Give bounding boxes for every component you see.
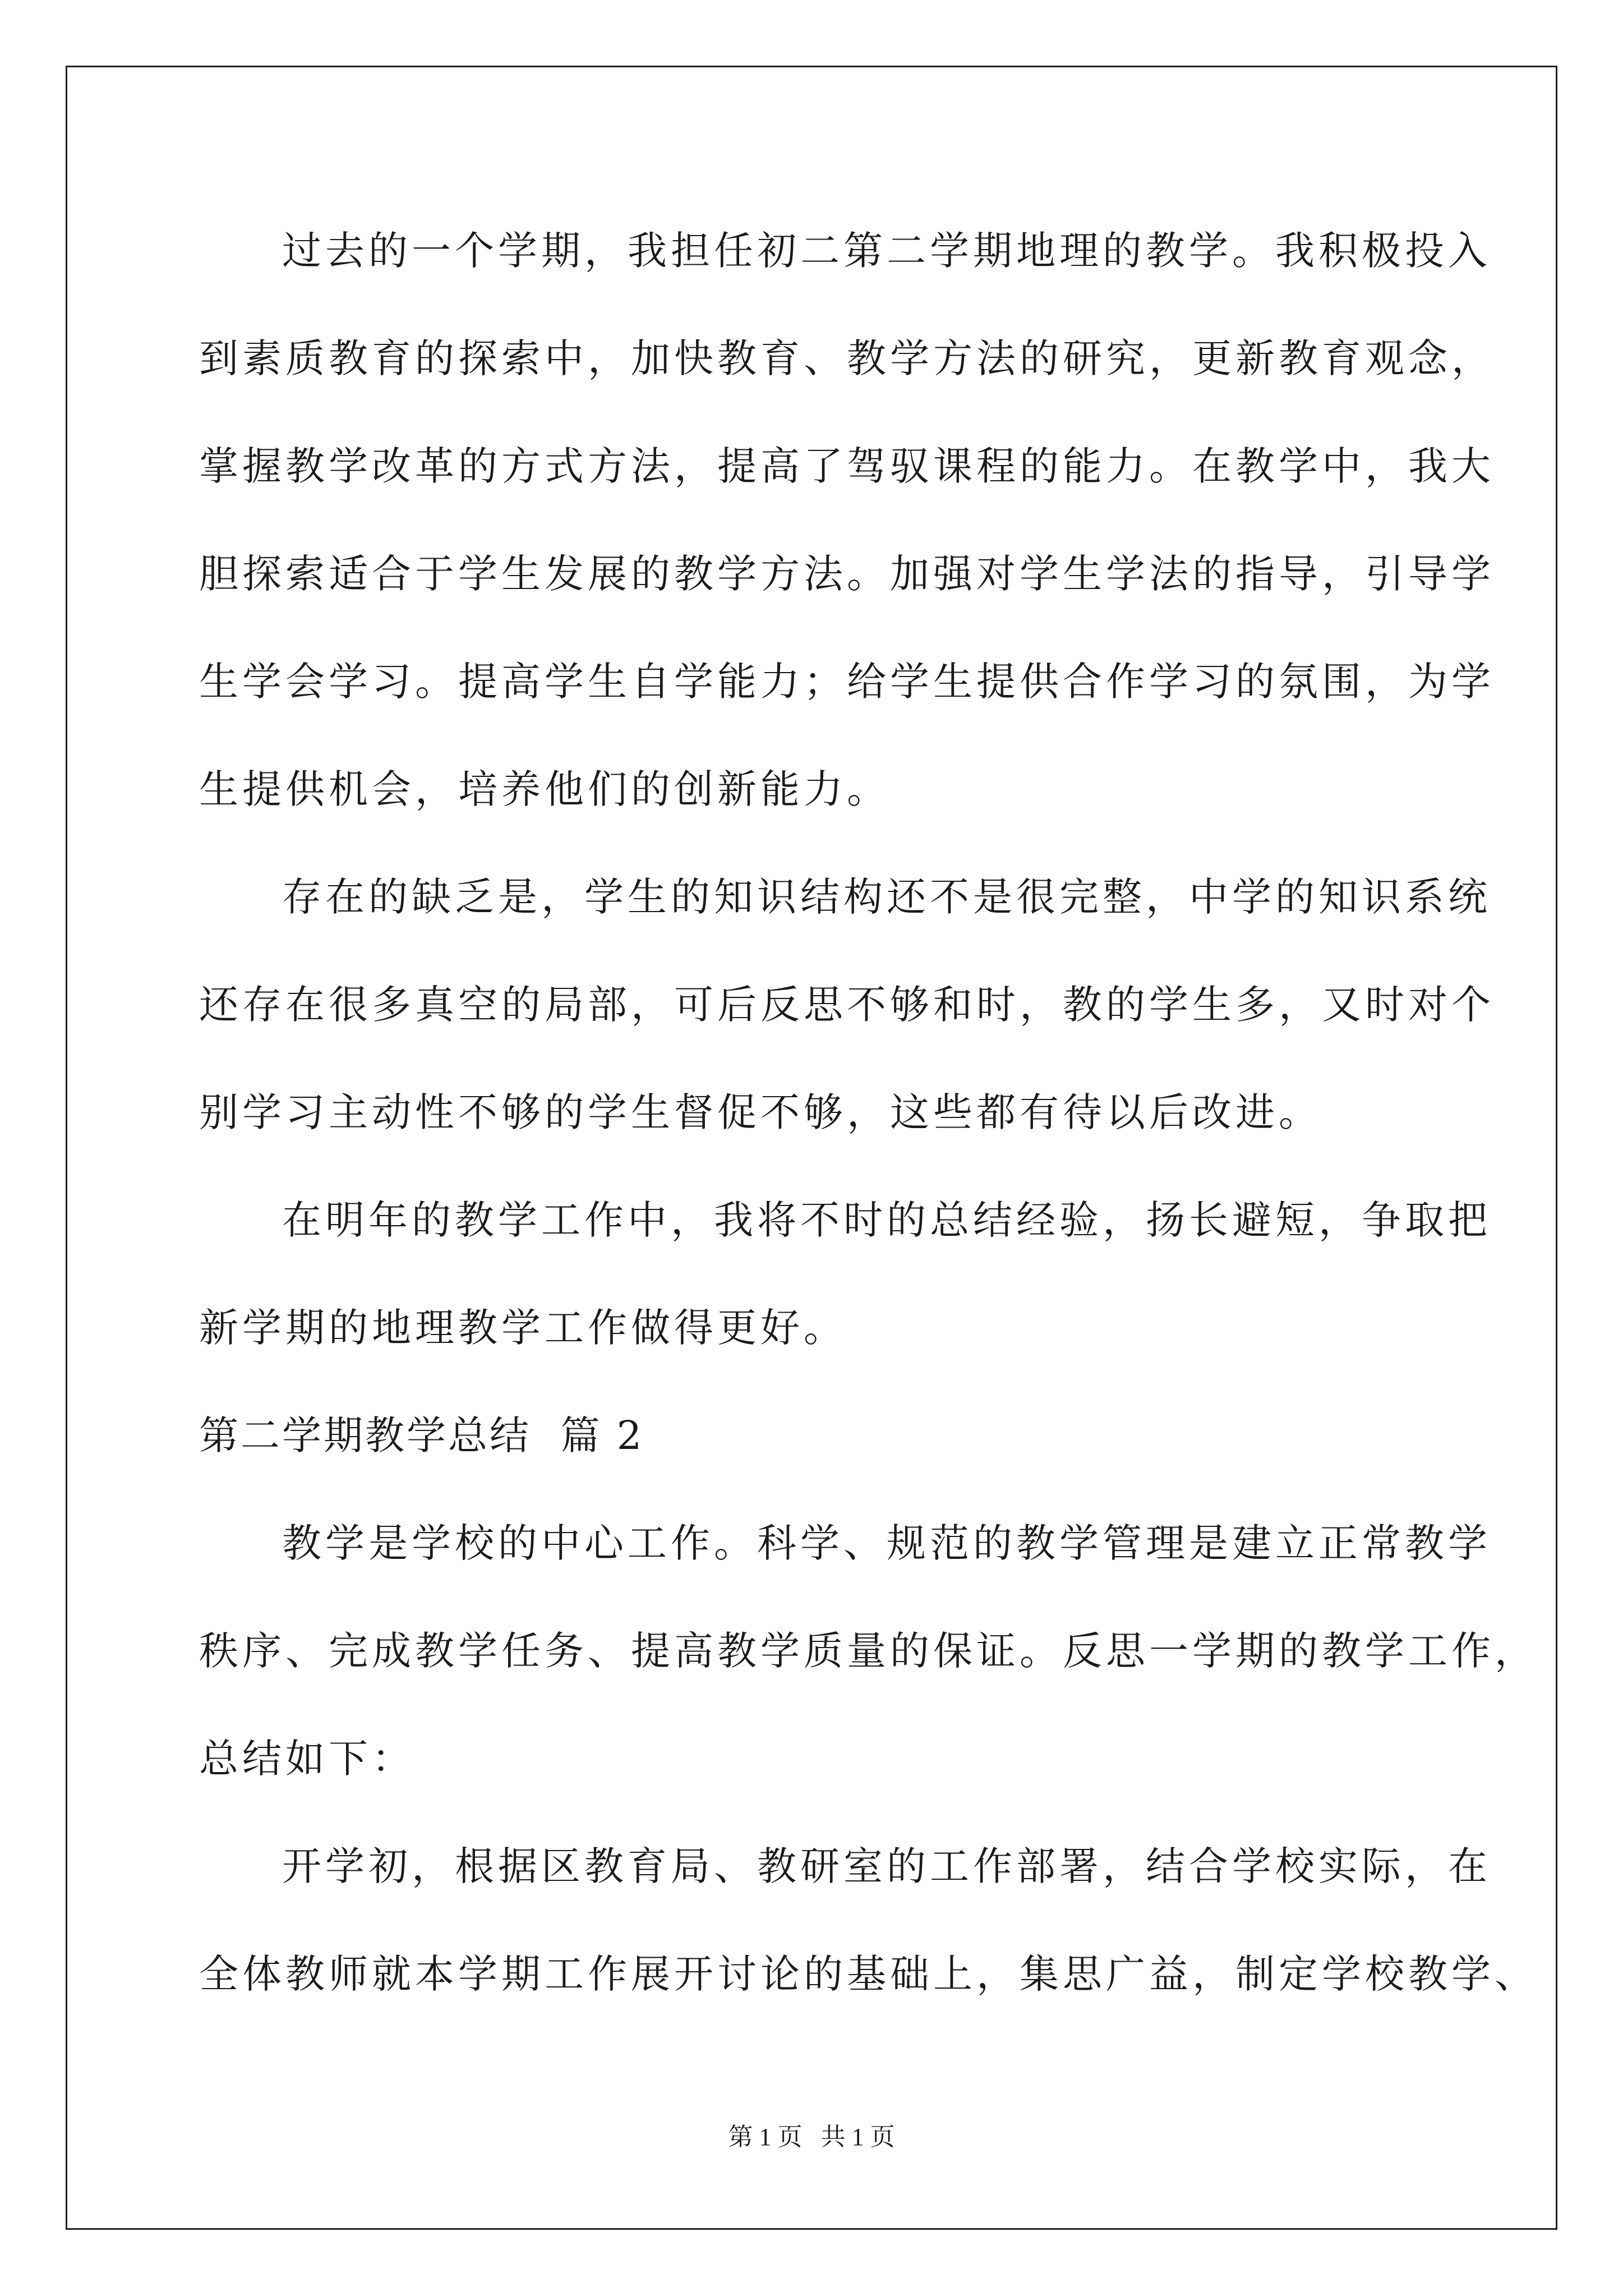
paragraph-line: 开学初，根据区教育局、教研室的工作部署，结合学校实际，在 xyxy=(282,1843,1491,1889)
paragraph-line: 掌握教学改革的方式方法，提高了驾驭课程的能力。在教学中，我大 xyxy=(199,443,1495,489)
paragraph xyxy=(199,1506,1538,1829)
paragraph-line: 教学是学校的中心工作。科学、规范的教学管理是建立正常教学 xyxy=(282,1520,1491,1566)
paragraph-line: 总结如下： xyxy=(199,1736,415,1782)
paragraph-line: 存在的缺乏是，学生的知识结构还不是很完整，中学的知识系统 xyxy=(282,874,1491,920)
section-heading: 第二学期教学总结 篇 2 xyxy=(199,1412,644,1458)
document-body xyxy=(199,213,1538,2044)
paragraph-line: 还存在很多真空的局部，可后反思不够和时，教的学生多，又时对个 xyxy=(199,982,1495,1028)
paragraph-line: 别学习主动性不够的学生督促不够，这些都有待以后改进。 xyxy=(199,1089,1322,1135)
paragraph-line: 新学期的地理教学工作做得更好。 xyxy=(199,1305,847,1351)
paragraph xyxy=(199,1182,1491,1398)
page-footer: 第 1 页 共 1 页 xyxy=(728,2123,895,2151)
paragraph-line: 秩序、完成教学任务、提高教学质量的保证。反思一学期的教学工作， xyxy=(199,1628,1538,1674)
paragraph xyxy=(199,1829,1538,2044)
paragraph-line: 生提供机会，培养他们的创新能力。 xyxy=(199,766,890,812)
paragraph-line: 在明年的教学工作中，我将不时的总结经验，扬长避短，争取把 xyxy=(282,1197,1491,1243)
paragraph-line: 过去的一个学期，我担任初二第二学期地理的教学。我积极投入 xyxy=(282,228,1491,274)
paragraph xyxy=(199,859,1495,1182)
paragraph-line: 胆探索适合于学生发展的教学方法。加强对学生学法的指导，引导学 xyxy=(199,551,1495,597)
paragraph-line: 到素质教育的探索中，加快教育、教学方法的研究，更新教育观念， xyxy=(199,335,1495,381)
paragraph-line: 全体教师就本学期工作展开讨论的基础上，集思广益，制定学校教学、 xyxy=(199,1951,1538,1997)
paragraph-line: 生学会学习。提高学生自学能力；给学生提供合作学习的氛围，为学 xyxy=(199,659,1495,705)
paragraph xyxy=(199,213,1495,859)
